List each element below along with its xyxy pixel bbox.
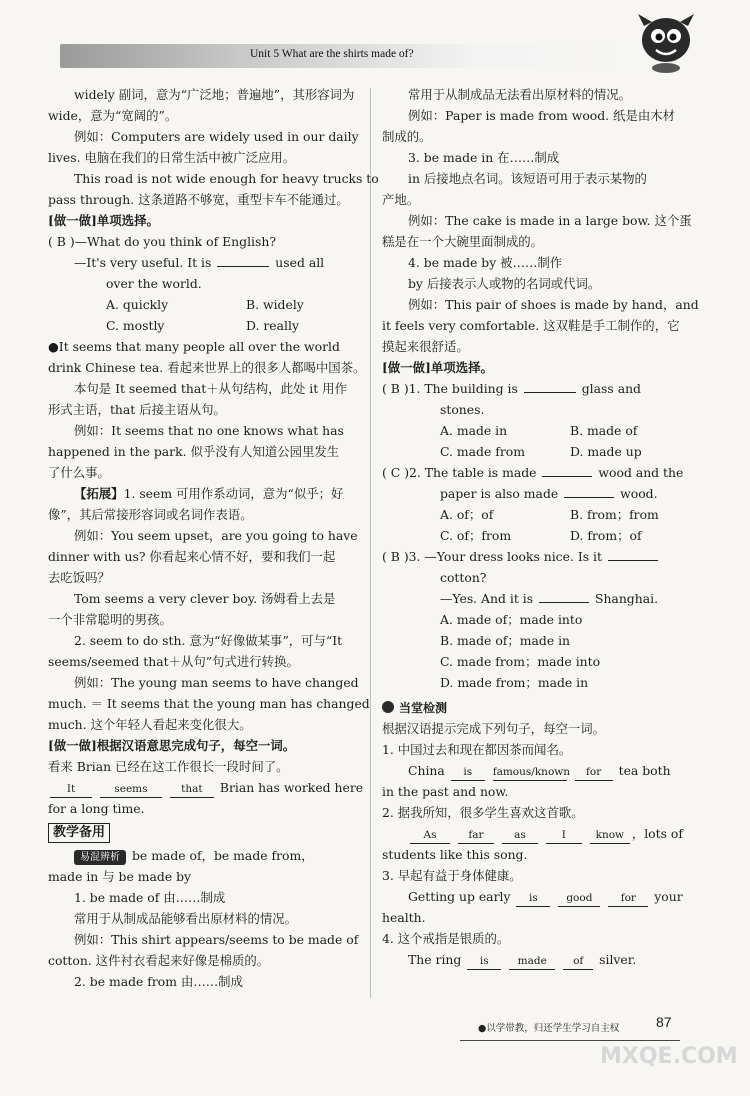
text-line: 例如：The cake is made in a large bow. 这个蛋 — [408, 213, 692, 228]
check-heading — [382, 697, 692, 718]
answer-blank: good — [558, 890, 600, 907]
mascot-icon — [632, 6, 696, 76]
text-line: 例如：Paper is made from wood. 纸是由木材 — [408, 108, 676, 123]
text-line — [48, 845, 356, 866]
page-header — [0, 0, 750, 78]
option: B. made of — [570, 423, 638, 438]
fill-line — [382, 760, 692, 781]
footer-rule — [460, 1040, 680, 1041]
fill-line — [382, 886, 692, 907]
text-line: 例如：The young man seems to have changed — [74, 675, 359, 690]
question-text: 2. The table is made — [409, 465, 537, 480]
text-line: in the past and now. — [382, 784, 509, 799]
question-text: wood and the — [598, 465, 684, 480]
text-line: wide，意为“宽阔的”。 — [48, 108, 178, 123]
option: A. made in — [440, 423, 508, 438]
exercise-heading: [做一做]单项选择。 — [48, 213, 159, 228]
header-title: Unit 5 What are the shirts made of? — [250, 48, 414, 60]
question-text: —What do you think of English? — [74, 234, 276, 249]
option: B. widely — [246, 297, 304, 312]
answer-blank — [564, 497, 614, 498]
text-line: 糕是在一个大碗里面制成的。 — [382, 234, 544, 249]
answer-blank: It — [50, 781, 92, 798]
page-footer — [460, 1010, 710, 1046]
answer-blank: that — [170, 781, 214, 798]
text-line: 2. seem to do sth. 意为“好像做某事”，可与“It — [74, 633, 343, 648]
text-line: 2. be made from 由……制成 — [74, 974, 243, 989]
text-line: 1. 中国过去和现在都因茶而闻名。 — [382, 742, 572, 757]
pencil-icon — [382, 701, 394, 713]
answer-blank: for — [608, 890, 648, 907]
option: C. made from — [440, 444, 525, 459]
text-line: health. — [382, 910, 426, 925]
question-text: 1. The building is — [408, 381, 518, 396]
answer-blank: is — [467, 953, 501, 970]
options-row — [382, 441, 692, 462]
fill-line — [48, 777, 364, 798]
text-line: 4. 这个戒指是银质的。 — [382, 931, 510, 946]
answer-blank: know — [590, 827, 630, 844]
answer-blank — [542, 476, 592, 477]
text-line: it feels very comfortable. 这双鞋是手工制作的，它 — [382, 318, 680, 333]
text-line: 了什么事。 — [48, 465, 110, 480]
question-text: paper is also made — [440, 486, 559, 501]
answer-blank: seems — [100, 781, 162, 798]
text-line: dinner with us? 你看起来心情不好，要和我们一起 — [48, 549, 336, 564]
text-line: 常用于从制成品无法看出原材料的情况。 — [408, 87, 632, 102]
question-text: stones. — [440, 402, 485, 417]
question-line — [382, 483, 692, 504]
text-line: 本句是 It seemed that＋从句结构，此处 it 用作 — [74, 381, 347, 396]
question-line — [382, 588, 692, 609]
text-line: drink Chinese tea. 看起来世界上的很多人都喝中国茶。 — [48, 360, 366, 375]
text-line: 像”，其后常接形容词或名词作表语。 — [48, 507, 253, 522]
question-text: Shanghai. — [594, 591, 659, 606]
question-line — [48, 231, 356, 252]
question-line — [48, 252, 356, 273]
check-title: 当堂检测 — [399, 701, 448, 715]
question-line — [382, 546, 692, 567]
options-row — [48, 294, 356, 315]
option: D. made up — [570, 444, 642, 459]
text-line: students like this song. — [382, 847, 528, 862]
text-line: 例如：Computers are widely used in our daily — [74, 129, 359, 144]
options-row — [48, 315, 356, 336]
text-line: 例如：This shirt appears/seems to be made of — [74, 932, 359, 947]
text-line: 根据汉语提示完成下列句子，每空一词。 — [382, 721, 606, 736]
text-span: your — [654, 889, 683, 904]
text-span: China — [408, 763, 445, 778]
text-line: seems/seemed that＋从句”句式进行转换。 — [48, 654, 299, 669]
options-row — [382, 525, 692, 546]
answer-paren: ( B ) — [48, 234, 75, 249]
option: A. quickly — [106, 297, 169, 312]
question-text: 3. —Your dress looks nice. Is it — [408, 549, 602, 564]
text-line: in 后接地点名词。该短语可用于表示某物的 — [408, 171, 647, 186]
answer-blank — [217, 266, 269, 267]
answer-blank: I — [546, 827, 582, 844]
text-line: 一个非常聪明的男孩。 — [48, 612, 172, 627]
text-span: The ring — [408, 952, 462, 967]
option: C. made from；made into — [440, 654, 601, 669]
exercise-heading: [做一做]单项选择。 — [382, 360, 493, 375]
option: D. really — [246, 318, 299, 333]
question-text: used all — [275, 255, 325, 270]
text-line: 形式主语，that 后接主语从句。 — [48, 402, 226, 417]
answer-blank — [608, 560, 658, 561]
text-line: much. 这个年轻人看起来变化很大。 — [48, 717, 252, 732]
text-line: 1. be made of 由……制成 — [74, 890, 226, 905]
answer-blank: of — [563, 953, 593, 970]
answer-paren: ( B ) — [382, 549, 409, 564]
text-line: lives. 电脑在我们的日常生活中被广泛应用。 — [48, 150, 296, 165]
text-span: tea both — [618, 763, 671, 778]
fill-line — [382, 823, 692, 844]
option: A. of；of — [440, 507, 494, 522]
text-line: Tom seems a very clever boy. 汤姆看上去是 — [74, 591, 336, 606]
text-line: 产地。 — [382, 192, 420, 207]
answer-blank — [539, 602, 589, 603]
text-line: 常用于从制成品能够看出原材料的情况。 — [74, 911, 298, 926]
option: B. made of；made in — [440, 633, 571, 648]
right-column — [382, 84, 699, 970]
text-line: 3. 早起有益于身体健康。 — [382, 868, 522, 883]
site-watermark: MXQE.COM — [600, 1044, 738, 1069]
text-span: Brian has worked here — [219, 780, 364, 795]
section-tag: 易混辨析 — [74, 850, 126, 865]
answer-blank: famous/known — [493, 764, 567, 781]
text-line: cotton. 这件衬衣看起来好像是棉质的。 — [48, 953, 270, 968]
answer-paren: ( B ) — [382, 381, 409, 396]
text-span: ，lots of — [631, 826, 683, 841]
text-line: 例如：You seem upset，are you going to have — [74, 528, 358, 543]
fill-line — [382, 949, 692, 970]
text-line: happened in the park. 似乎没有人知道公园里发生 — [48, 444, 340, 459]
answer-blank: is — [516, 890, 550, 907]
teaching-section — [48, 819, 356, 845]
text-line: 例如：It seems that no one knows what has — [74, 423, 344, 438]
text-line — [48, 483, 356, 504]
text-line: 例如：This pair of shoes is made by hand，and — [408, 297, 699, 312]
answer-blank: made — [509, 953, 555, 970]
question-text: —Yes. And it is — [440, 591, 534, 606]
options-row — [382, 420, 692, 441]
text-span: 1. seem 可用作系动词，意为“似乎；好 — [123, 486, 344, 501]
text-line: 去吃饭吗？ — [48, 570, 110, 585]
text-line: 制成的。 — [382, 129, 432, 144]
question-text: over the world. — [106, 276, 202, 291]
question-text: cotton? — [440, 570, 487, 585]
text-line: This road is not wide enough for heavy trucks to — [74, 171, 379, 186]
option: B. from；from — [570, 507, 659, 522]
answer-blank: as — [502, 827, 538, 844]
option: D. from；of — [570, 528, 642, 543]
option: C. of；from — [440, 528, 512, 543]
text-line: 4. be made by 被……制作 — [408, 255, 563, 270]
text-span: be made of，be made from， — [132, 848, 314, 863]
option: C. mostly — [106, 318, 165, 333]
text-line: 摸起来很舒适。 — [382, 339, 469, 354]
answer-blank: for — [575, 764, 613, 781]
text-line: ●It seems that many people all over the world — [48, 339, 340, 354]
answer-blank: far — [458, 827, 494, 844]
text-line: much. ＝ It seems that the young man has changed — [48, 696, 370, 711]
question-line — [382, 378, 692, 399]
question-line — [382, 462, 692, 483]
teaching-box: 教学备用 — [48, 823, 110, 843]
page-number: 87 — [656, 1014, 672, 1030]
text-line: widely 副词，意为“广泛地；普遍地”，其形容词为 — [74, 87, 355, 102]
text-line: made in 与 be made by — [48, 869, 192, 884]
text-line: by 后接表示人或物的名词或代词。 — [408, 276, 601, 291]
option: A. made of；made into — [440, 612, 583, 627]
question-text: —It's very useful. It is — [74, 255, 212, 270]
question-text: wood. — [620, 486, 658, 501]
answer-blank — [524, 392, 576, 393]
text-line: 看来 Brian 已经在这工作很长一段时间了。 — [48, 759, 289, 774]
question-text: glass and — [581, 381, 641, 396]
text-span: silver. — [599, 952, 637, 967]
expand-tag: 【拓展】 — [74, 486, 124, 501]
answer-paren: ( C ) — [382, 465, 410, 480]
answer-blank: is — [451, 764, 485, 781]
options-row — [382, 504, 692, 525]
text-line: 3. be made in 在……制成 — [408, 150, 560, 165]
footer-slogan: ●以学带教，归还学生学习自主权 — [478, 1023, 620, 1034]
exercise-heading: [做一做]根据汉语意思完成句子，每空一词。 — [48, 738, 296, 753]
text-line: 2. 据我所知，很多学生喜欢这首歌。 — [382, 805, 584, 820]
column-divider — [370, 88, 371, 998]
option: D. made from；made in — [440, 675, 589, 690]
answer-blank: As — [410, 827, 450, 844]
text-line: for a long time. — [48, 801, 145, 816]
text-span: Getting up early — [408, 889, 511, 904]
text-line: pass through. 这条道路不够宽，重型卡车不能通过。 — [48, 192, 349, 207]
left-column — [48, 84, 379, 992]
